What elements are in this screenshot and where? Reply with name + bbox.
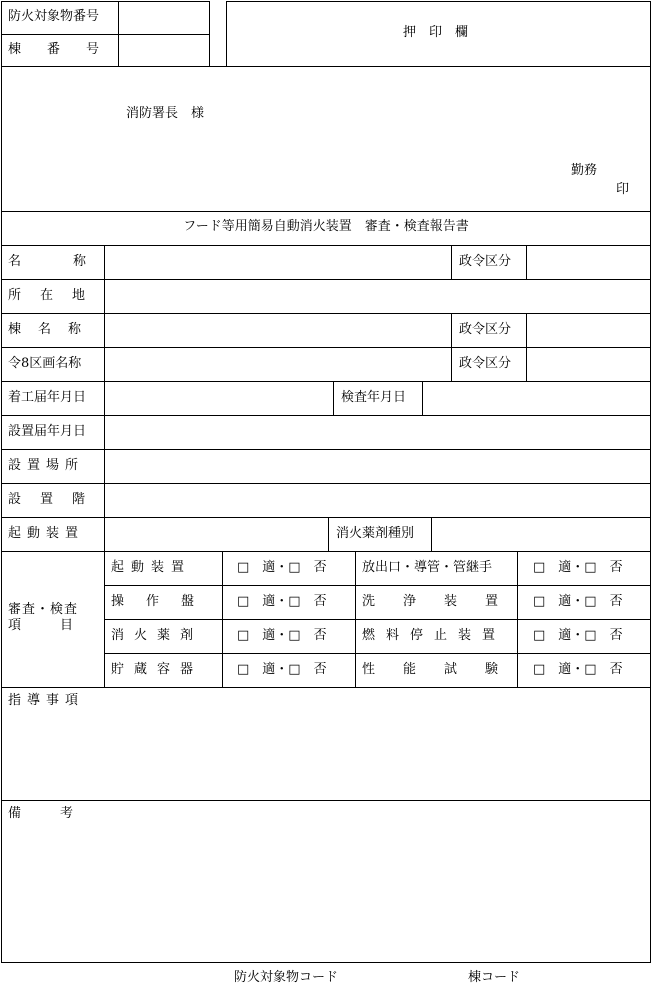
- fire-object-number-label: 防火対象物番号: [8, 9, 100, 24]
- inspection-item-right-4: 性能試験: [362, 662, 527, 677]
- check-right-3[interactable]: □ 適・□ 否: [533, 628, 623, 643]
- check-left-2[interactable]: □ 適・□ 否: [237, 594, 327, 609]
- ordinance-category-label-2: 政令区分: [459, 322, 512, 337]
- fire-object-code-label: 防火対象物コード: [234, 970, 339, 985]
- ordinance-category-label-1: 政令区分: [459, 254, 512, 269]
- building-name-label: 棟 名 称: [8, 322, 84, 337]
- building-number-field[interactable]: [119, 35, 209, 66]
- location-label: 所 在 地: [8, 288, 89, 303]
- activation-device-field[interactable]: [105, 518, 328, 551]
- ordinance-category-field-3[interactable]: [527, 348, 650, 381]
- guidance-label: 指導事項: [8, 693, 85, 708]
- extinguishant-type-field[interactable]: [432, 518, 650, 551]
- name-field[interactable]: [105, 246, 451, 279]
- inspection-date-field[interactable]: [423, 382, 650, 415]
- install-floor-field[interactable]: [105, 484, 650, 517]
- inspection-item-right-2: 洗浄装置: [362, 594, 527, 609]
- seal-column-label: 押 印 欄: [403, 25, 469, 40]
- check-left-4[interactable]: □ 適・□ 否: [237, 662, 327, 677]
- check-right-2[interactable]: □ 適・□ 否: [533, 594, 623, 609]
- form-title: フード等用簡易自動消火装置 審査・検査報告書: [183, 219, 469, 234]
- ord8-name-field[interactable]: [105, 348, 451, 381]
- install-notice-date-label: 設置届年月日: [8, 424, 87, 439]
- seal-mark-label: 印: [616, 182, 630, 197]
- check-right-1[interactable]: □ 適・□ 否: [533, 560, 623, 575]
- inspection-date-label: 検査年月日: [341, 390, 407, 405]
- recipient-label: 消防署長 様: [126, 106, 205, 121]
- inspection-items-label: 審査・検査 項 目: [8, 602, 79, 633]
- start-notice-date-field[interactable]: [105, 382, 333, 415]
- inspection-item-left-2: 操作盤: [111, 594, 217, 609]
- building-name-field[interactable]: [105, 314, 451, 347]
- remarks-label: 備 考: [8, 806, 74, 821]
- building-number-label: 棟 番 号: [8, 42, 100, 57]
- inspection-item-left-1: 起動装置: [111, 560, 192, 575]
- guidance-field[interactable]: [2, 712, 650, 800]
- extinguishant-type-label: 消火薬剤種別: [336, 526, 415, 541]
- building-code-label: 棟コード: [468, 970, 521, 985]
- duty-label: 勤務: [571, 163, 598, 178]
- ord8-name-label: 令8区画名称: [8, 356, 82, 371]
- activation-device-label: 起動装置: [8, 526, 85, 541]
- install-place-label: 設置場所: [8, 458, 85, 473]
- name-label: 名 称: [8, 254, 87, 269]
- check-left-3[interactable]: □ 適・□ 否: [237, 628, 327, 643]
- install-floor-label: 設 置 階: [8, 492, 89, 507]
- ordinance-category-field-2[interactable]: [527, 314, 650, 347]
- inspection-item-right-3: 燃料停止装置: [362, 628, 507, 643]
- location-field[interactable]: [105, 280, 650, 313]
- inspection-item-right-1: 放出口・導管・管継手: [362, 560, 493, 575]
- check-left-1[interactable]: □ 適・□ 否: [237, 560, 327, 575]
- install-notice-date-field[interactable]: [105, 416, 650, 449]
- install-place-field[interactable]: [105, 450, 650, 483]
- ordinance-category-field-1[interactable]: [527, 246, 650, 279]
- inspection-item-left-4: 貯蔵容器: [111, 662, 204, 677]
- ordinance-category-label-3: 政令区分: [459, 356, 512, 371]
- check-right-4[interactable]: □ 適・□ 否: [533, 662, 623, 677]
- fire-object-number-field[interactable]: [119, 2, 209, 34]
- inspection-item-left-3: 消火薬剤: [111, 628, 204, 643]
- remarks-field[interactable]: [2, 826, 650, 962]
- start-notice-date-label: 着工届年月日: [8, 390, 87, 405]
